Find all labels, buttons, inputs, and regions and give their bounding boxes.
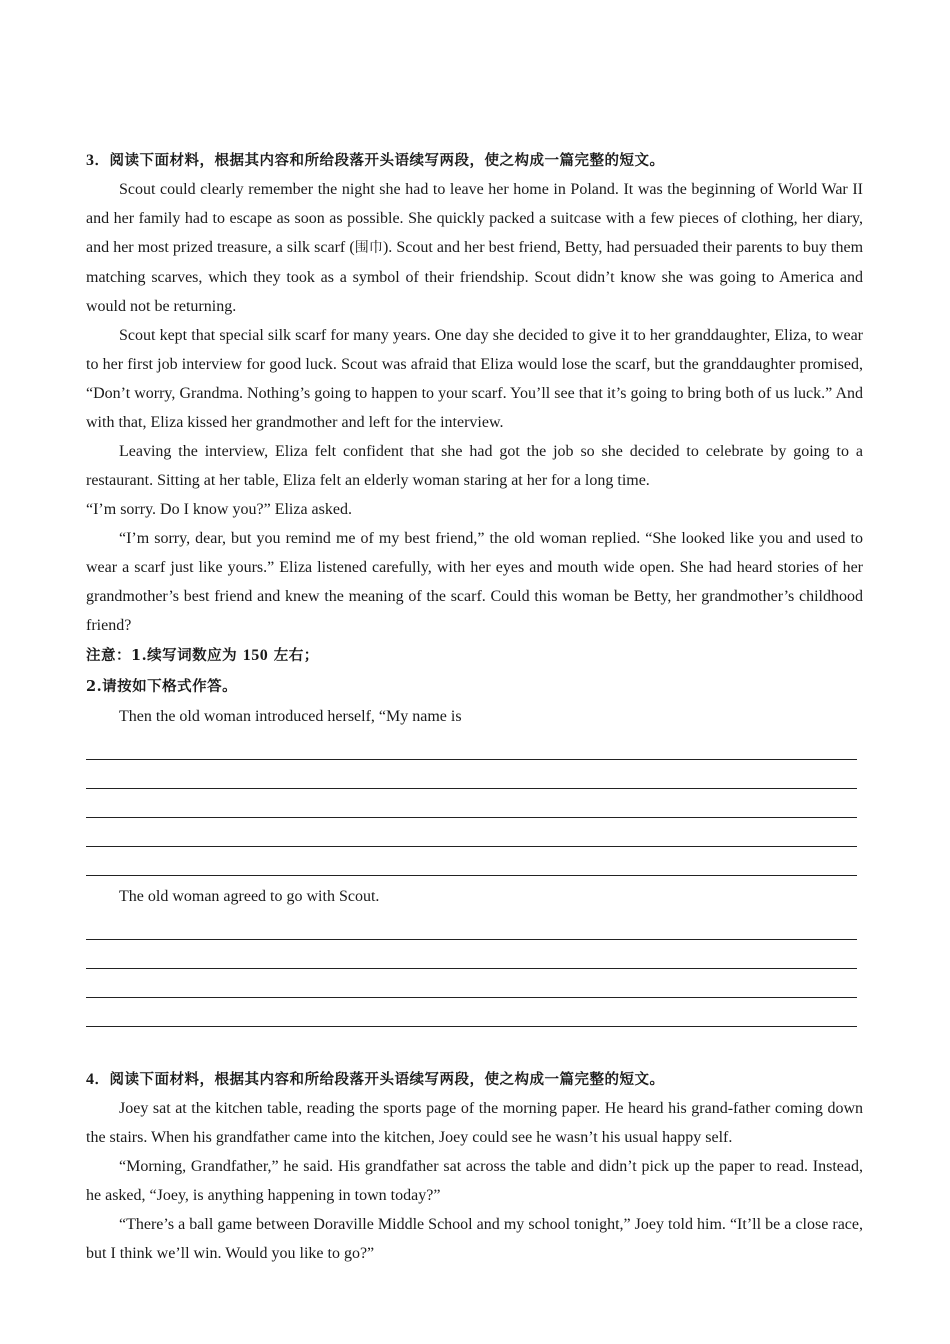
question-number: 4 bbox=[86, 1071, 95, 1088]
passage-paragraph: Scout kept that special silk scarf for many years. One day she decided to give it to her granddaughter, Eliza, to wear to her first job interview for good luck. Scout was afraid that Eliza would lose the scarf, but the granddaughter promised, “Don’t worry, Grandma. Nothing’s going to happen to your scarf. You’ll see that it’s going to bring both of us luck.” And with that, Eliza kissed her grandmother and left for the interview. bbox=[86, 327, 863, 431]
continuation-starter-1: Then the old woman introduced herself, “My name is bbox=[119, 708, 462, 725]
paragraph-text: ). Scout and her best friend, Betty, had persuaded their parents to buy them matching scarves, which they took as a symbol of their friendship. Scout didn’t know she was going to America and would not be returning. bbox=[86, 239, 864, 315]
note-line-2: 2.请按如下格式作答。 bbox=[86, 678, 238, 695]
question-3-heading bbox=[86, 146, 863, 175]
answer-lines-1 bbox=[86, 731, 857, 876]
question-instruction: ．阅读下面材料，根据其内容和所给段落开头语续写两段，使之构成一篇完整的短文。 bbox=[94, 1071, 665, 1088]
answer-line[interactable] bbox=[86, 731, 857, 760]
question-4-heading bbox=[86, 1065, 863, 1094]
note-text: 左右； bbox=[273, 647, 319, 664]
answer-lines-2 bbox=[86, 911, 857, 1027]
passage-paragraph: “I’m sorry, dear, but you remind me of my best friend,” the old woman replied. “She looked like you and used to wear a scarf just like yours.” Eliza listened carefully, with her eyes and mouth wide open. She had heard stories of her grandmother’s best friend and knew the meaning of the scarf. Could this woman be Betty, her grandmother’s childhood friend? bbox=[86, 530, 863, 634]
passage-paragraph: Leaving the interview, Eliza felt confident that she had got the job so she decided to celebrate by going to a restaurant. Sitting at her table, Eliza felt an elderly woman staring at her for a long time. bbox=[86, 443, 863, 489]
answer-line[interactable] bbox=[86, 847, 857, 876]
word-count: 150 bbox=[242, 647, 269, 664]
question-number: 3 bbox=[86, 152, 95, 169]
note-line-1 bbox=[86, 640, 863, 671]
passage-paragraph: “I’m sorry. Do I know you?” Eliza asked. bbox=[86, 501, 352, 518]
passage-paragraph bbox=[86, 175, 863, 321]
note-text: 注意：1.续写词数应为 bbox=[86, 647, 238, 664]
answer-line[interactable] bbox=[86, 789, 857, 818]
answer-line[interactable] bbox=[86, 911, 857, 940]
answer-line[interactable] bbox=[86, 818, 857, 847]
answer-line[interactable] bbox=[86, 969, 857, 998]
passage-paragraph: Joey sat at the kitchen table, reading the sports page of the morning paper. He heard his grand-father coming down the stairs. When his grandfather came into the kitchen, Joey could see he wasn’t his usual happy self. bbox=[86, 1100, 863, 1146]
paragraph-text: Scout could clearly remember the night she had to leave her home in Poland. It was the beginning of World War II and her family had to escape as soon as possible. She quickly packed a suitcase with a few pieces of clothing, her diary, and her most prized treasure, a silk scarf ( bbox=[86, 181, 863, 256]
answer-line[interactable] bbox=[86, 998, 857, 1027]
spacer bbox=[86, 1027, 863, 1065]
chinese-gloss: 围巾 bbox=[354, 240, 383, 256]
passage-paragraph: “Morning, Grandfather,” he said. His grandfather sat across the table and didn’t pick up the paper to read. Instead, he asked, “Joey, is anything happening in town today?” bbox=[86, 1158, 863, 1204]
question-instruction: ．阅读下面材料，根据其内容和所给段落开头语续写两段，使之构成一篇完整的短文。 bbox=[94, 152, 665, 169]
document-page bbox=[86, 146, 863, 1268]
passage-paragraph: “There’s a ball game between Doraville Middle School and my school tonight,” Joey told him. “It’ll be a close race, but I think we’ll win. Would you like to go?” bbox=[86, 1216, 863, 1262]
answer-line[interactable] bbox=[86, 760, 857, 789]
answer-line[interactable] bbox=[86, 940, 857, 969]
continuation-starter-2: The old woman agreed to go with Scout. bbox=[119, 888, 380, 905]
